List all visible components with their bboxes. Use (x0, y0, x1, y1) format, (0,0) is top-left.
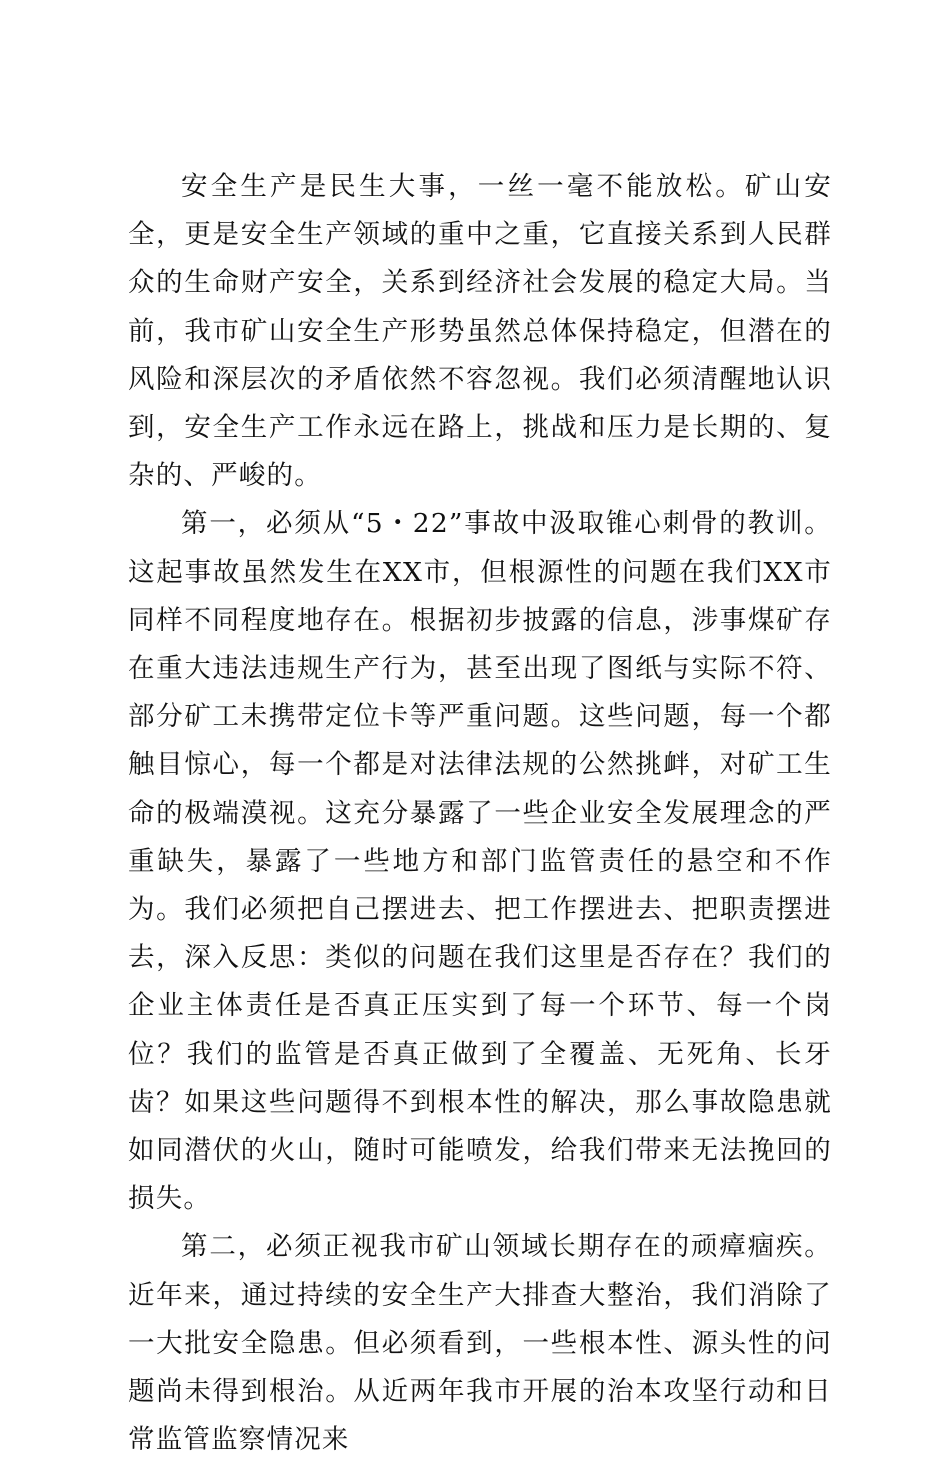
document-body (128, 163, 832, 1464)
paragraph-second-point: 第二，必须正视我市矿山领域长期存在的顽瘴痼疾。近年来，通过持续的安全生产大排查大整治，我们消除了一大批安全隐患。但必须看到，一些根本性、源头性的问题尚未得到根治。从近两年我市开展的治本攻坚行动和日常监管监察情况来 (128, 1231, 832, 1456)
paragraph-intro: 安全生产是民生大事，一丝一毫不能放松。矿山安全，更是安全生产领域的重中之重，它直接关系到人民群众的生命财产安全，关系到经济社会发展的稳定大局。当前，我市矿山安全生产形势虽然总体保持稳定，但潜在的风险和深层次的矛盾依然不容忽视。我们必须清醒地认识到，安全生产工作永远在路上，挑战和压力是长期的、复杂的、严峻的。 (128, 171, 832, 492)
paragraph-first-point: 第一，必须从“5・22”事故中汲取锥心刺骨的教训。这起事故虽然发生在XX市，但根源性的问题在我们XX市同样不同程度地存在。根据初步披露的信息，涉事煤矿存在重大违法违规生产行为，甚至出现了图纸与实际不符、部分矿工未携带定位卡等严重问题。这些问题，每一个都触目惊心，每一个都是对法律法规的公然挑衅，对矿工生命的极端漠视。这充分暴露了一些企业安全发展理念的严重缺失，暴露了一些地方和部门监管责任的悬空和不作为。我们必须把自己摆进去、把工作摆进去、把职责摆进去，深入反思：类似的问题在我们这里是否存在？我们的企业主体责任是否真正压实到了每一个环节、每一个岗位？我们的监管是否真正做到了全覆盖、无死角、长牙齿？如果这些问题得不到根本性的解决，那么事故隐患就如同潜伏的火山，随时可能喷发，给我们带来无法挽回的损失。 (128, 508, 832, 1215)
